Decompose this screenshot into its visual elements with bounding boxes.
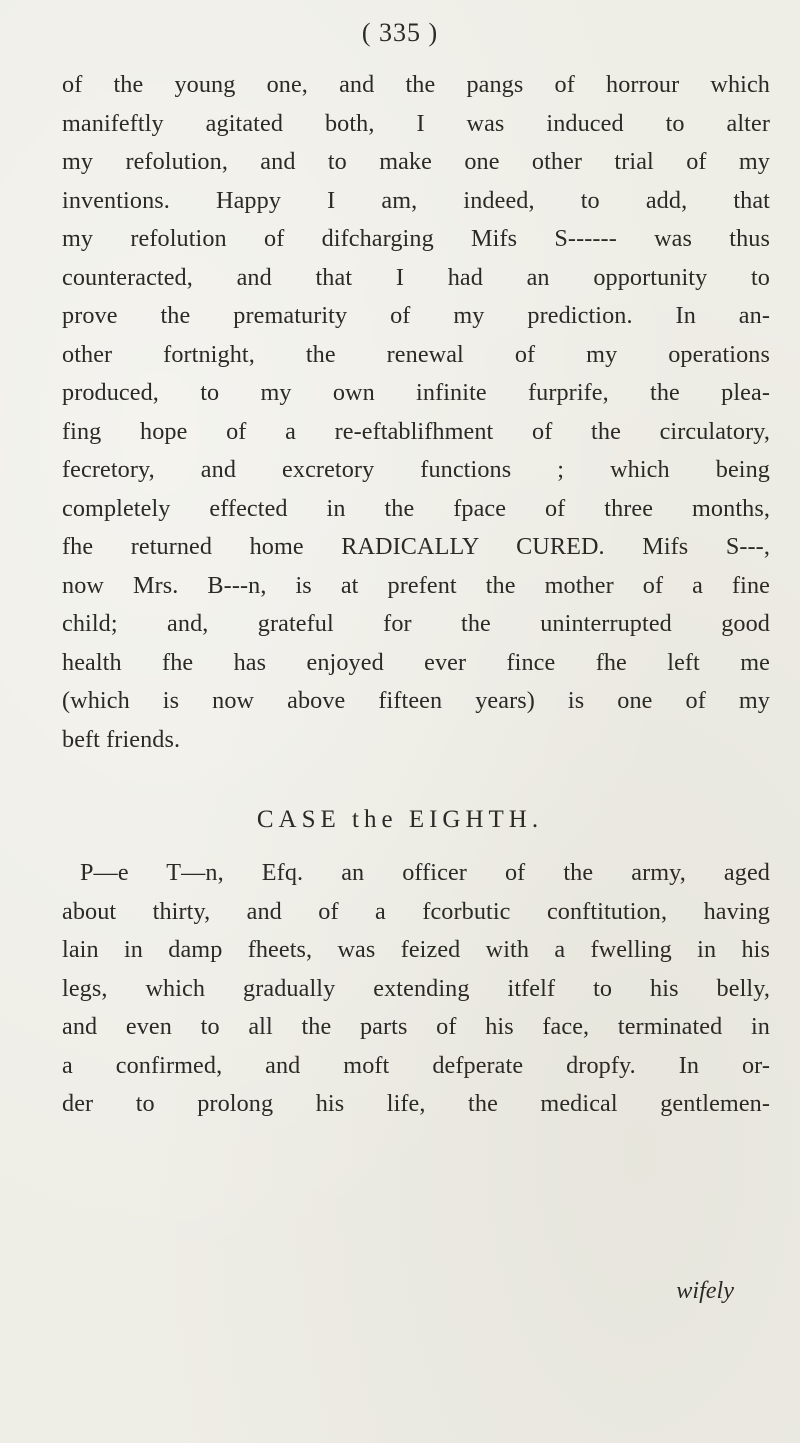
paragraph-case-seven-conclusion [62,66,770,759]
case-heading: CASE the EIGHTH. [256,806,544,833]
page-number-header: ( 335 ) [361,18,439,47]
text-line: child; and, grateful for the uninterrupted good [62,610,770,637]
text-line: legs, which gradually extending itfelf to his belly, [62,974,770,1002]
text-line: lain in damp fheets, was feized with a fwelling in his [62,936,770,963]
text-line: der to prolong his life, the medical gentlemen- [62,1090,770,1117]
text-line: beft friends. [62,725,181,753]
text-line: now Mrs. B---n, is at prefent the mother of a fine [62,571,770,599]
catchword: wifely [676,1277,734,1304]
text-line: counteracted, and that I had an opportunity to [62,263,770,291]
text-line: a confirmed, and moft defperate dropfy. In or- [62,1051,770,1079]
text-line: prove the prematurity of my prediction. In an- [62,302,770,329]
text-line: my refolution, and to make one other trial of my [62,148,770,175]
text-line: P—e T—n, Efq. an officer of the army, aged [80,859,770,886]
text-line: and even to all the parts of his face, terminated in [62,1013,770,1040]
text-line: fecretory, and excretory functions ; which being [62,456,770,483]
text-line: completely effected in the fpace of three months, [62,494,770,522]
text-line: (which is now above fifteen years) is one of my [62,687,770,714]
paragraph-case-eight [62,854,770,1124]
text-line: produced, to my own infinite furprife, the plea- [62,379,770,406]
text-line: about thirty, and of a fcorbutic conftitution, having [62,897,770,925]
text-line: fing hope of a re-eftablifhment of the circulatory, [62,417,770,445]
text-line: health fhe has enjoyed ever fince fhe left me [62,648,770,676]
text-line: of the young one, and the pangs of horrour which [62,71,770,98]
text-line: manifeftly agitated both, I was induced to alter [62,109,770,137]
text-line: my refolution of difcharging Mifs S------ was thus [62,225,770,252]
text-line: inventions. Happy I am, indeed, to add, that [62,186,770,214]
text-line: other fortnight, the renewal of my operations [62,340,770,368]
text-line: fhe returned home RADICALLY CURED. Mifs S---, [62,533,770,560]
